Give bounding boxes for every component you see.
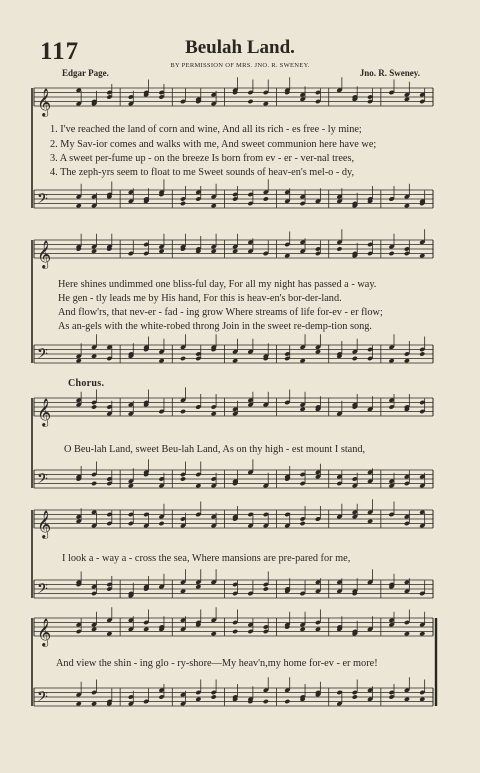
bass-clef-icon: 𝄢 (37, 191, 48, 211)
verse-3-line-2: And flow'rs, that nev-er - fad - ing grow Where streams of life for-ev - er flow; (58, 307, 383, 318)
treble-clef-icon: 𝄞 (37, 510, 52, 538)
notehead (263, 196, 269, 201)
hymn-number: 117 (40, 38, 80, 65)
notehead (336, 246, 342, 251)
chorus-line-2: I look a - way a - cross the sea, Where mansions are pre-pared for me, (62, 553, 351, 564)
author-music: Jno. R. Sweney. (359, 68, 420, 78)
verse-4-line-1: 4. The zeph-yrs seem to float to me Sweet sounds of heav-en's mel-o - dy, (50, 167, 355, 178)
verse-2-line-1: 2. My Sav-ior comes and walks with me, And sweet communion here have we; (50, 139, 377, 150)
notehead (91, 481, 97, 486)
bass-clef-icon: 𝄢 (37, 471, 48, 491)
chorus-line-1: O Beu-lah Land, sweet Beu-lah Land, As on thy high - est mount I stand, (64, 444, 366, 455)
notehead (388, 251, 394, 256)
notehead (180, 356, 186, 361)
chorus-label: Chorus. (68, 378, 105, 389)
verse-1-line-1: 1. I've reached the land of corn and wine, And all its rich - es free - ly mine; (50, 124, 362, 135)
notehead (352, 694, 358, 699)
notehead (158, 521, 164, 526)
notehead (232, 629, 238, 634)
notehead (91, 404, 97, 409)
verse-3-line-1: 3. A sweet per-fume up - on the breeze Is born from ev - er - ver-nal trees, (50, 153, 355, 164)
notehead (180, 409, 186, 414)
verse-1-line-2: Here shines undimmed one bliss-ful day, For all my night has passed a - way. (58, 279, 377, 290)
notehead (352, 356, 358, 361)
permission-note: BY PERMISSION OF MRS. JNO. R. SWENEY. (170, 62, 310, 69)
treble-clef-icon: 𝄞 (37, 240, 52, 268)
treble-clef-icon: 𝄞 (37, 88, 52, 116)
verse-2-line-2: He gen - tly leads me by His hand, For this is heav-en's bor-der-land. (58, 293, 342, 304)
notehead (263, 586, 269, 591)
notehead (180, 201, 186, 206)
notehead (300, 521, 306, 526)
verse-4-line-2: As an-gels with the white-robed throng Join in the sweet re-demp-tion song. (58, 321, 372, 332)
chorus-line-3: And view the shin - ing glo - ry-shore—My heav'n,my home for-ev - er more! (56, 658, 378, 669)
hymn-title: Beulah Land. (185, 37, 295, 58)
bass-clef-icon: 𝄢 (37, 581, 48, 601)
notehead (263, 699, 269, 704)
notehead (211, 694, 217, 699)
notehead (284, 699, 290, 704)
author-words: Edgar Page. (62, 68, 109, 78)
notehead (180, 476, 186, 481)
notehead (419, 351, 425, 356)
bass-clef-icon: 𝄢 (37, 346, 48, 366)
notehead (247, 99, 253, 104)
treble-clef-icon: 𝄞 (37, 618, 52, 646)
treble-clef-icon: 𝄞 (37, 398, 52, 426)
bass-clef-icon: 𝄢 (37, 689, 48, 709)
